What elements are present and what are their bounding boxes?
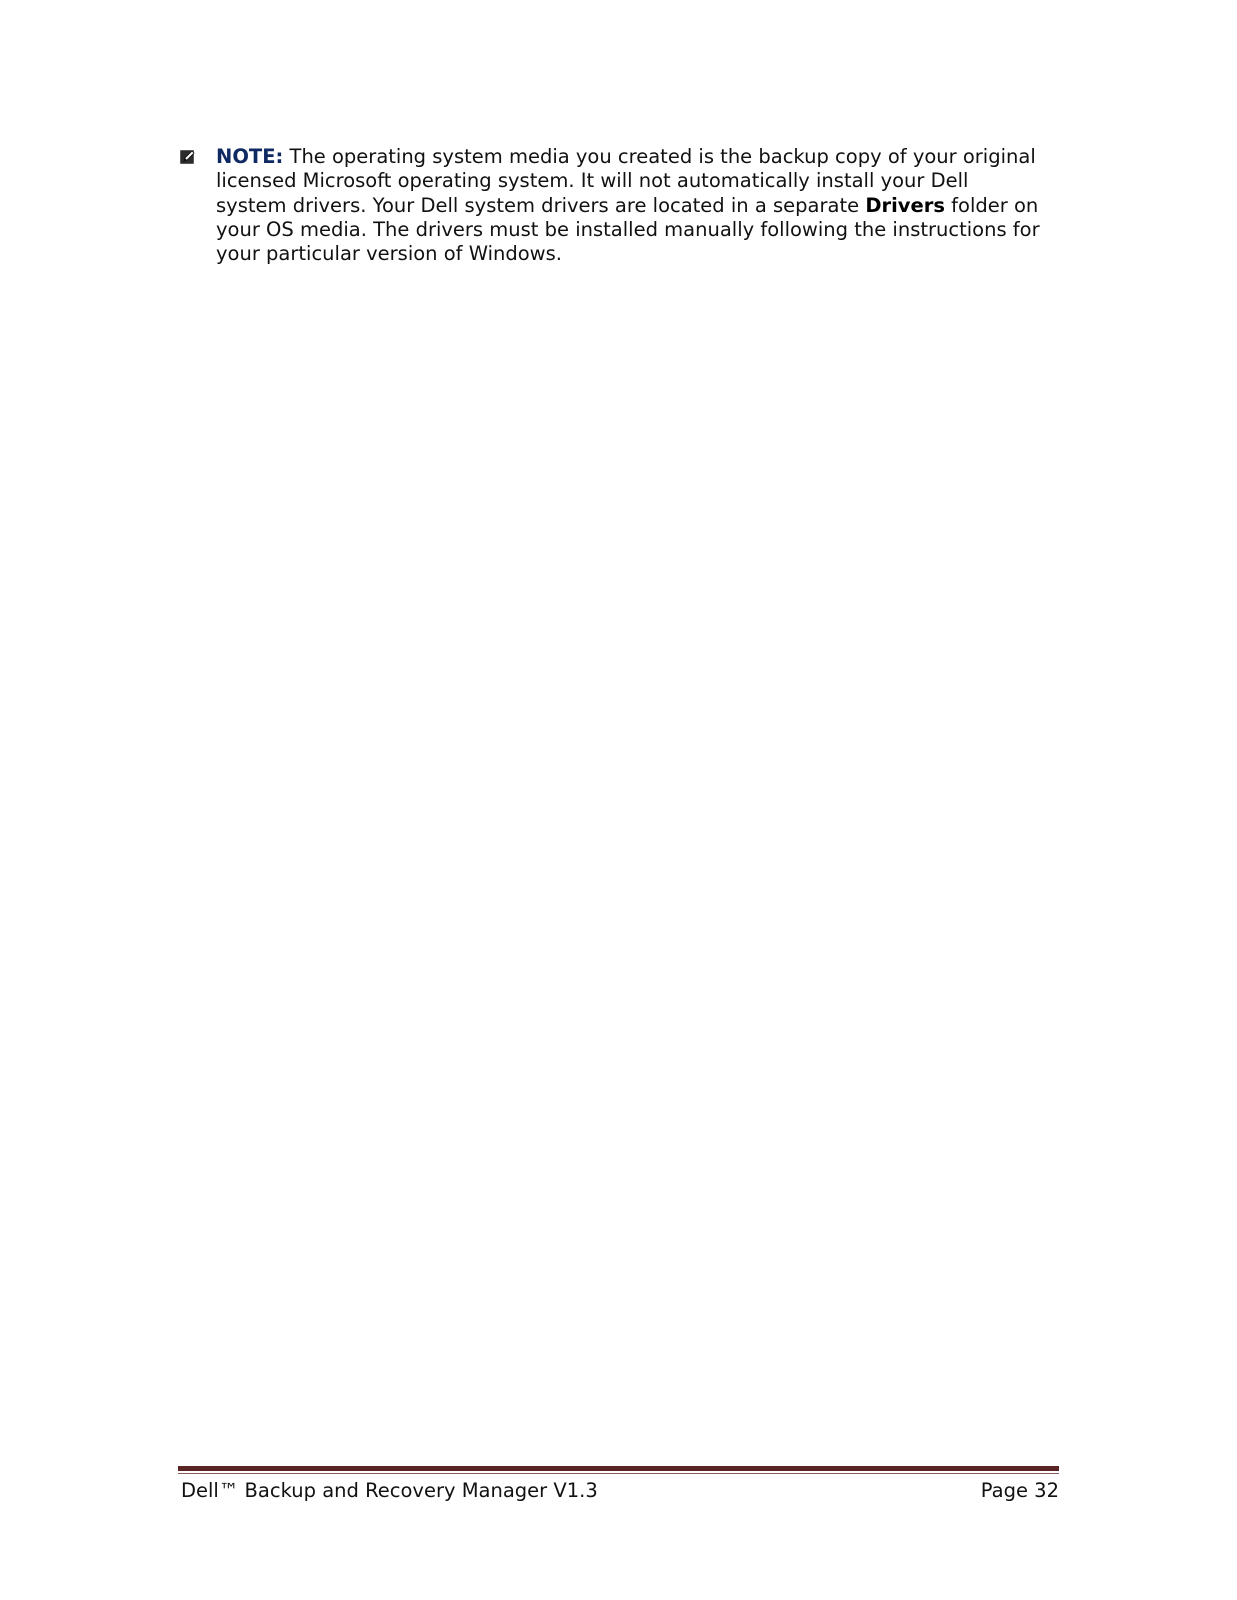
page-number: Page 32 — [980, 1479, 1059, 1502]
note-text — [216, 145, 1040, 266]
footer-rule-thin — [178, 1473, 1059, 1474]
footer-rule — [178, 1466, 1059, 1475]
drivers-emphasis: Drivers — [865, 193, 945, 217]
note-body-end: folder on your OS media. The drivers must be installed manually following the instructions for your particular version of Windows. — [216, 193, 1040, 266]
footer-rule-thick — [178, 1466, 1059, 1471]
pencil-note-icon — [180, 149, 196, 165]
note-label: NOTE: — [216, 145, 284, 168]
note-body-start: The operating system media you created is the backup copy of your original licensed Microsoft operating system. It will not automatically install your Dell system drivers. Your Dell system drivers are located in a separate — [216, 145, 1036, 217]
footer-title: Dell™ Backup and Recovery Manager V1.3 — [181, 1479, 598, 1502]
note-block — [180, 145, 1040, 266]
